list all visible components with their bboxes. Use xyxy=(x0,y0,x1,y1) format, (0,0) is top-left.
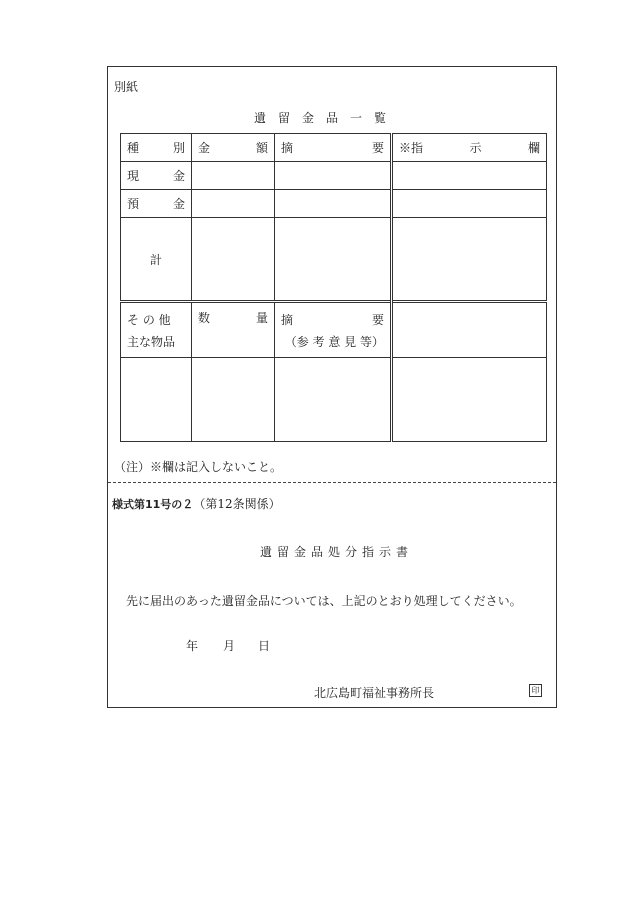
items-entry-row xyxy=(121,358,547,442)
items-header-other: そ の 他 主な物品 xyxy=(121,302,192,358)
date-year: 年 xyxy=(186,639,199,653)
cell-cash-summary[interactable] xyxy=(275,162,392,190)
cell-cash-instruction[interactable] xyxy=(392,162,547,190)
header-amount: 金 額 xyxy=(192,134,275,162)
seal-mark: 印 xyxy=(529,684,542,697)
header-summary: 摘 要 xyxy=(275,134,392,162)
form-frame xyxy=(107,66,557,708)
cell-item-summary[interactable] xyxy=(275,358,392,442)
cell-deposit-instruction[interactable] xyxy=(392,190,547,218)
table-row-cash xyxy=(121,162,547,190)
cell-total-summary[interactable] xyxy=(275,218,392,302)
form-relation: （第12条関係） xyxy=(193,497,281,511)
instruction-body: 先に届出のあった遺留金品については、上記のとおり処理してください。 xyxy=(126,594,522,608)
list-title: 遺留金品一覧 xyxy=(254,111,399,125)
remains-table xyxy=(120,133,547,442)
items-header-summary: 摘 要 （参 考 意 見 等） xyxy=(275,302,392,358)
table-header-row xyxy=(121,134,547,162)
items-header-row xyxy=(121,302,547,358)
header-type: 種 別 xyxy=(121,134,192,162)
cell-deposit-amount[interactable] xyxy=(192,190,275,218)
cell-item-instruction[interactable] xyxy=(392,358,547,442)
row-label-total: 計 xyxy=(121,218,192,302)
form-number-line xyxy=(112,493,281,512)
header-label: 別紙 xyxy=(114,80,139,94)
table-row-deposit xyxy=(121,190,547,218)
table-row-total xyxy=(121,218,547,302)
date-month: 月 xyxy=(223,639,236,653)
cell-total-amount[interactable] xyxy=(192,218,275,302)
cell-item-quantity[interactable] xyxy=(192,358,275,442)
issuer: 北広島町福祉事務所長 xyxy=(314,686,435,700)
note-text: （注）※欄は記入しないこと。 xyxy=(114,460,283,474)
form-number: 様式第11号の２ xyxy=(112,498,194,511)
cell-total-instruction[interactable] xyxy=(392,218,547,302)
items-header-instruction[interactable] xyxy=(392,302,547,358)
date-day: 日 xyxy=(258,639,271,653)
instruction-title: 遺留金品処分指示書 xyxy=(260,545,414,559)
header-instruction: ※指 示 欄 xyxy=(392,134,547,162)
cell-cash-amount[interactable] xyxy=(192,162,275,190)
cut-line xyxy=(108,482,556,483)
cell-item-name[interactable] xyxy=(121,358,192,442)
row-label-deposit: 預 金 xyxy=(121,190,192,218)
cell-deposit-summary[interactable] xyxy=(275,190,392,218)
row-label-cash: 現 金 xyxy=(121,162,192,190)
items-header-quantity: 数 量 xyxy=(192,302,275,358)
